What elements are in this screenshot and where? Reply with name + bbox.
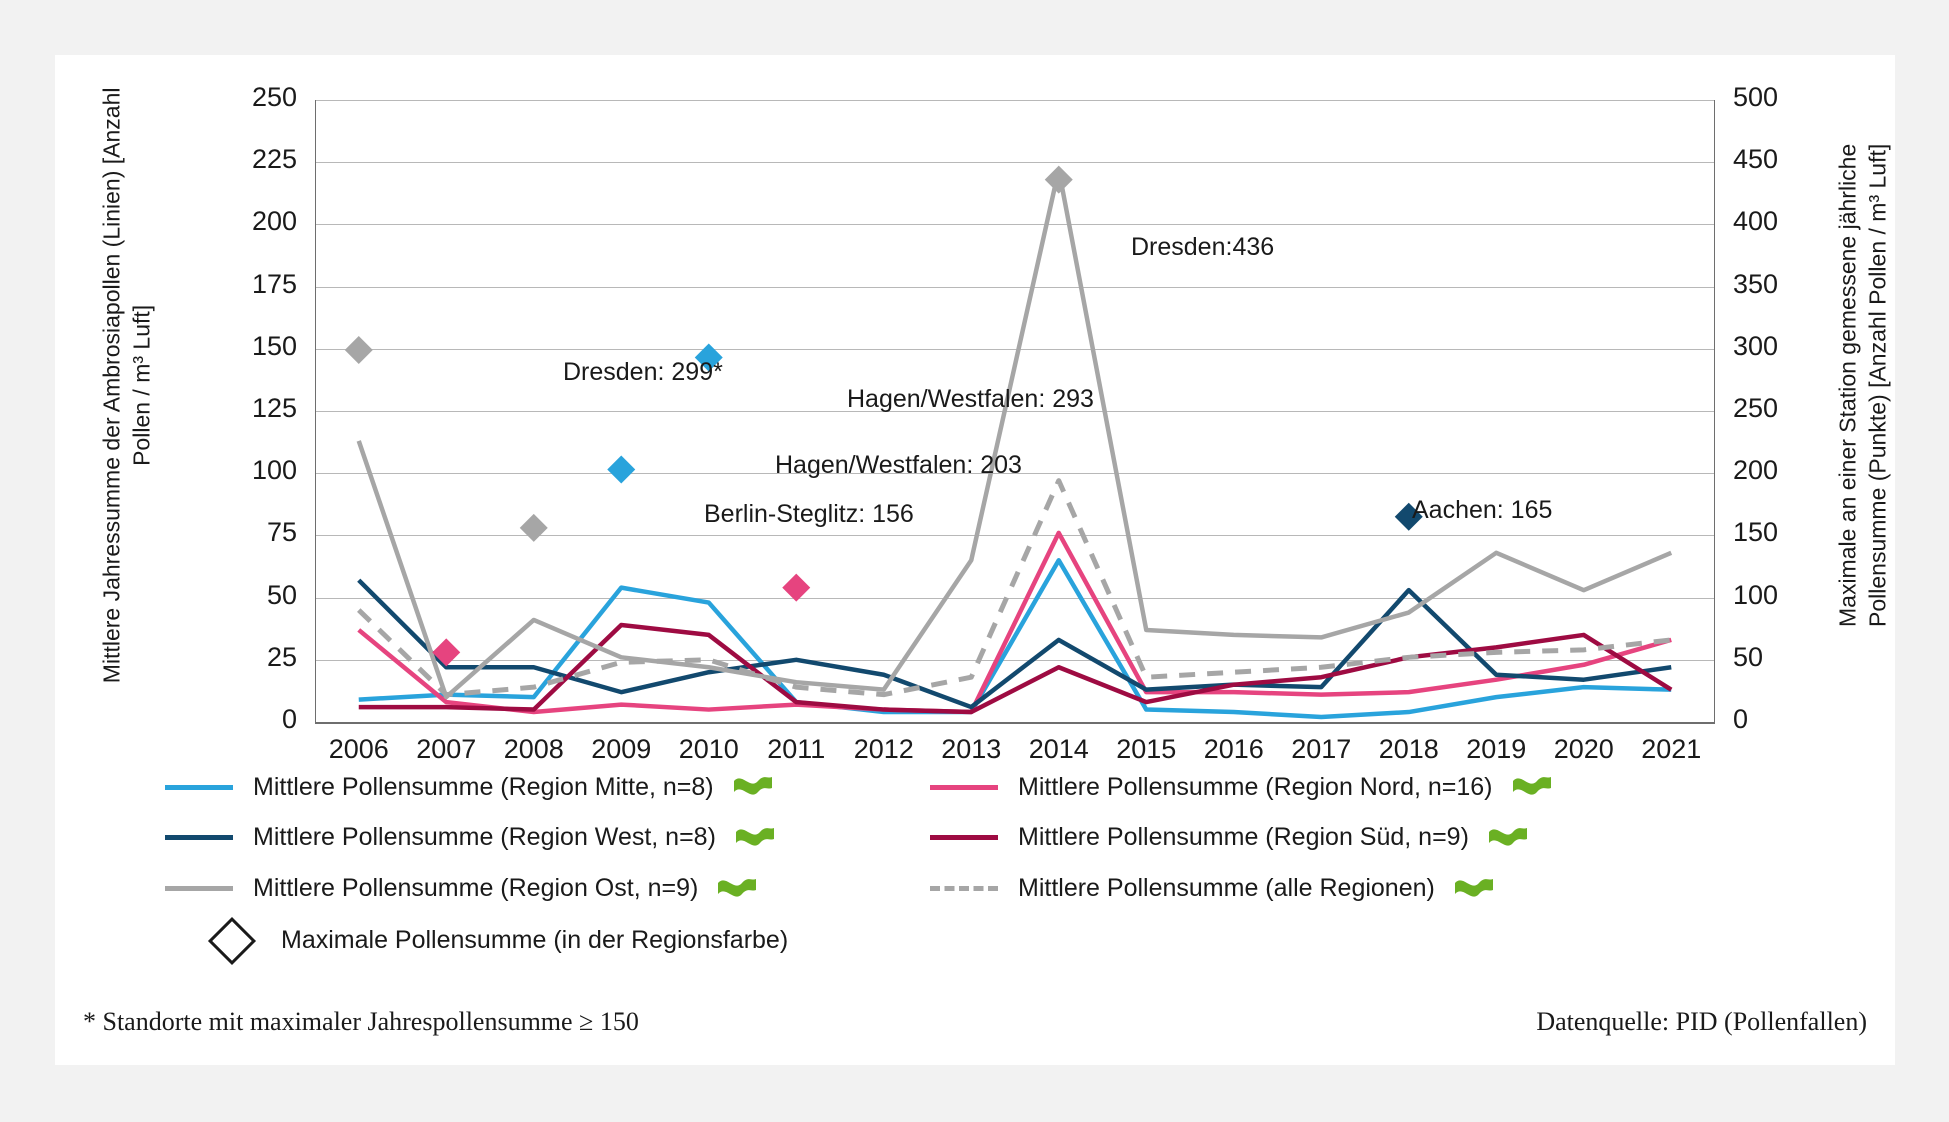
- legend-item[interactable]: [930, 767, 1553, 807]
- legend-label: Mittlere Pollensumme (Region Ost, n=9): [253, 874, 699, 903]
- y-tick-right: 250: [1733, 393, 1779, 423]
- chart-card: [55, 55, 1895, 1065]
- y-tick-right: 450: [1733, 144, 1779, 175]
- y-tick-right: 350: [1733, 268, 1779, 299]
- legend-label: Mittlere Pollensumme (Region West, n=8): [253, 823, 716, 852]
- x-tick: 2006: [328, 734, 389, 764]
- diamond-icon: [208, 917, 256, 965]
- y-tick-right: 0: [1733, 704, 1749, 734]
- max-marker: [345, 336, 373, 364]
- y-tick-left: 225: [251, 144, 297, 175]
- y-tick-left: 50: [266, 579, 297, 610]
- x-tick: 2016: [1203, 734, 1264, 764]
- y-tick-right: 50: [1733, 641, 1764, 672]
- max-marker: [520, 514, 548, 542]
- x-tick: 2019: [1466, 734, 1527, 764]
- plot-area: [251, 82, 1779, 764]
- wave-icon: [1487, 825, 1529, 851]
- legend-label: Maximale Pollensumme (in der Regionsfarbe): [281, 926, 789, 955]
- legend-line-swatch: [930, 835, 998, 840]
- y-tick-left: 125: [251, 393, 297, 423]
- wave-icon: [734, 825, 776, 851]
- x-tick: 2012: [853, 734, 914, 764]
- legend-line-swatch: [165, 835, 233, 840]
- chart-annotation: Berlin-Steglitz: 156: [704, 500, 914, 528]
- legend-label: Mittlere Pollensumme (Region Mitte, n=8): [253, 772, 714, 801]
- x-tick: 2018: [1378, 734, 1439, 764]
- y-tick-right: 300: [1733, 330, 1779, 361]
- x-tick: 2010: [678, 734, 739, 764]
- legend-item[interactable]: [930, 869, 1495, 909]
- series-line: [359, 533, 1672, 712]
- y-tick-right: 500: [1733, 82, 1779, 112]
- y-tick-left: 100: [251, 455, 297, 486]
- chart-annotation: Hagen/Westfalen: 203: [775, 451, 1022, 479]
- max-marker: [607, 455, 635, 483]
- x-tick: 2008: [503, 734, 564, 764]
- y-axis-right-title: Maximale an einer Station gemessene jährliche Pollensumme (Punkte) [Anzahl Pollen / m³ Luft]: [1834, 143, 1891, 627]
- chart-annotation: Aachen: 165: [1412, 496, 1553, 524]
- gridline: [315, 722, 1715, 724]
- wave-icon: [1511, 774, 1553, 800]
- legend-line-swatch: [930, 886, 998, 891]
- y-tick-right: 200: [1733, 455, 1779, 486]
- legend-label: Mittlere Pollensumme (alle Regionen): [1018, 874, 1435, 903]
- wave-icon: [1453, 876, 1495, 902]
- legend-item[interactable]: [165, 869, 758, 909]
- y-tick-left: 250: [251, 82, 297, 112]
- max-marker: [782, 574, 810, 602]
- wave-icon: [732, 774, 774, 800]
- x-tick: 2013: [941, 734, 1002, 764]
- legend-line-swatch: [930, 785, 998, 790]
- y-tick-left: 175: [251, 268, 297, 299]
- wave-icon: [716, 876, 758, 902]
- y-axis-left-title: Mittlere Jahressumme der Ambrosiapollen (Linien) [Anzahl Pollen / m³ Luft]: [98, 87, 155, 684]
- y-tick-left: 75: [266, 517, 297, 548]
- legend-line-swatch: [165, 785, 233, 790]
- legend-item[interactable]: [165, 767, 774, 807]
- x-tick: 2014: [1028, 734, 1089, 764]
- y-tick-right: 400: [1733, 206, 1779, 237]
- y-tick-right: 150: [1733, 517, 1779, 548]
- x-tick: 2007: [416, 734, 477, 764]
- chart-annotation: Dresden:436: [1131, 233, 1275, 261]
- x-tick: 2020: [1553, 734, 1614, 764]
- y-tick-left: 150: [251, 330, 297, 361]
- max-marker: [1045, 166, 1073, 194]
- legend-line-swatch: [165, 886, 233, 891]
- legend-item[interactable]: [930, 818, 1529, 858]
- legend-item[interactable]: [165, 818, 776, 858]
- chart-annotation: Dresden: 299*: [563, 358, 723, 386]
- y-tick-left: 0: [281, 704, 297, 734]
- x-tick: 2011: [767, 734, 826, 764]
- legend-label: Mittlere Pollensumme (Region Nord, n=16): [1018, 772, 1493, 801]
- x-tick: 2009: [591, 734, 652, 764]
- y-tick-left: 200: [251, 206, 297, 237]
- x-tick: 2017: [1291, 734, 1352, 764]
- legend-item-max-marker[interactable]: [195, 921, 788, 961]
- x-tick: 2015: [1116, 734, 1177, 764]
- chart-legend: [165, 767, 1865, 957]
- x-tick: 2021: [1641, 734, 1702, 764]
- y-tick-left: 25: [266, 641, 297, 672]
- legend-label: Mittlere Pollensumme (Region Süd, n=9): [1018, 823, 1469, 852]
- y-tick-right: 100: [1733, 579, 1779, 610]
- footnote-right: Datenquelle: PID (Pollenfallen): [1536, 1007, 1867, 1036]
- chart-annotation: Hagen/Westfalen: 293: [847, 385, 1094, 413]
- footnote-left: * Standorte mit maximaler Jahrespollensumme ≥ 150: [83, 1007, 639, 1036]
